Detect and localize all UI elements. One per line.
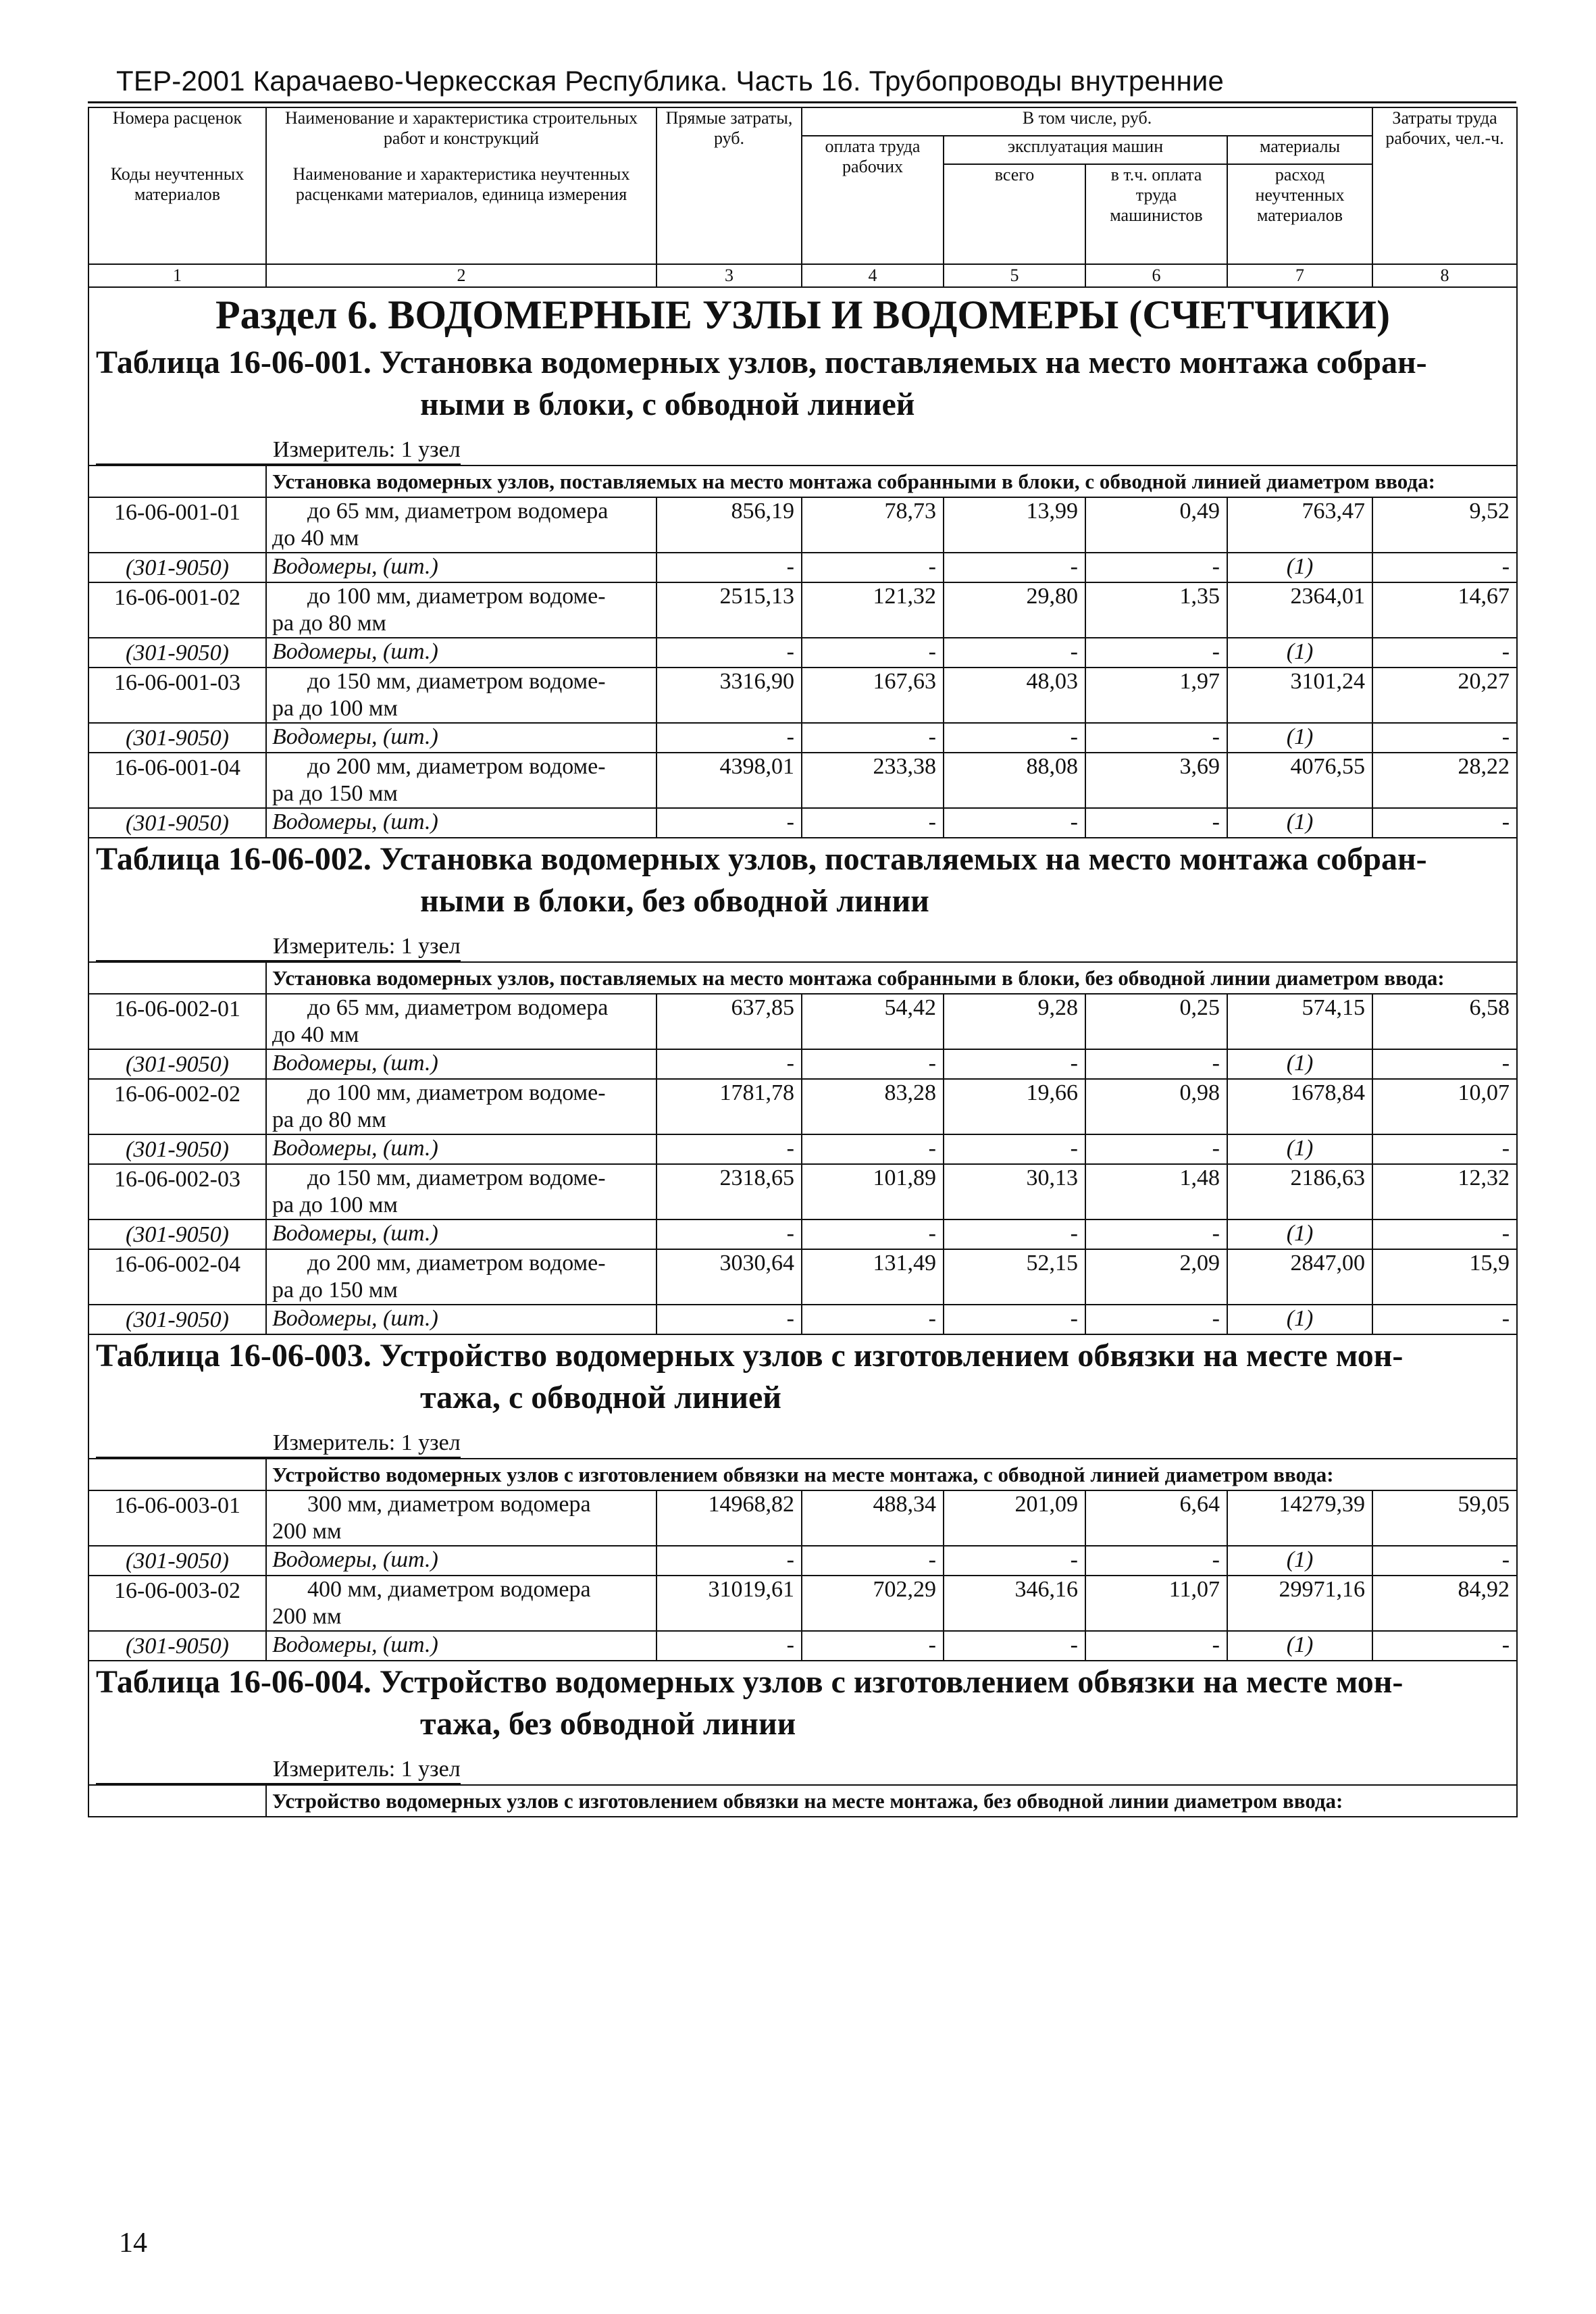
- value-c4: 167,63: [802, 668, 944, 723]
- measure-row: [88, 426, 1517, 466]
- col-number: 8: [1372, 264, 1517, 287]
- material-code: (301-9050): [88, 553, 266, 582]
- col-total: всего: [944, 164, 1085, 264]
- rate-code: 16-06-002-04: [88, 1249, 266, 1305]
- empty-value: -: [657, 1546, 802, 1576]
- table-row: [88, 1164, 1517, 1219]
- material-code: (301-9050): [88, 1134, 266, 1164]
- material-name: Водомеры, (шт.): [266, 638, 657, 668]
- empty-value: -: [802, 1049, 944, 1079]
- material-use: (1): [1227, 638, 1372, 668]
- table-intro: Установка водомерных узлов, поставляемых на место монтажа собранными в блоки, с обводной линией диаметром ввода:: [266, 466, 1517, 497]
- material-use: (1): [1227, 553, 1372, 582]
- rate-name-line2: ра до 150 мм: [272, 781, 398, 806]
- material-name: Водомеры, (шт.): [266, 723, 657, 753]
- empty-value: -: [802, 808, 944, 838]
- empty-value: -: [944, 723, 1085, 753]
- rate-name: [266, 497, 657, 553]
- empty-value: -: [1372, 1631, 1517, 1661]
- material-code: (301-9050): [88, 1219, 266, 1249]
- material-code: (301-9050): [88, 723, 266, 753]
- value-c5: 19,66: [944, 1079, 1085, 1134]
- material-row: [88, 808, 1517, 838]
- rate-name: [266, 1249, 657, 1305]
- empty-value: -: [1085, 1631, 1227, 1661]
- value-c5: 9,28: [944, 994, 1085, 1049]
- col-including: В том числе, руб.: [802, 107, 1372, 136]
- col-direct-costs: Прямые затраты, руб.: [657, 107, 802, 264]
- value-c7: 29971,16: [1227, 1576, 1372, 1631]
- value-c7: 4076,55: [1227, 753, 1372, 808]
- value-c3: 1781,78: [657, 1079, 802, 1134]
- rate-name-line1: до 150 мм, диаметром водоме-: [307, 669, 606, 694]
- col-codes-unpriced: Коды неучтенных материалов: [88, 164, 266, 264]
- value-c7: 763,47: [1227, 497, 1372, 553]
- empty-value: -: [657, 1631, 802, 1661]
- empty-value: -: [1085, 638, 1227, 668]
- value-c3: 14968,82: [657, 1490, 802, 1546]
- material-name: Водомеры, (шт.): [266, 1305, 657, 1334]
- material-use: (1): [1227, 723, 1372, 753]
- value-c6: 1,97: [1085, 668, 1227, 723]
- empty-value: -: [802, 1631, 944, 1661]
- table-intro: Устройство водомерных узлов с изготовлением обвязки на месте монтажа, без обводной линии диаметром ввода:: [266, 1785, 1517, 1817]
- col-number: 3: [657, 264, 802, 287]
- table-row: [88, 1576, 1517, 1631]
- material-name: Водомеры, (шт.): [266, 1631, 657, 1661]
- material-code: (301-9050): [88, 808, 266, 838]
- col-number: 7: [1227, 264, 1372, 287]
- rates-table: [88, 107, 1518, 1817]
- empty-value: -: [657, 1134, 802, 1164]
- material-row: [88, 1049, 1517, 1079]
- value-c4: 101,89: [802, 1164, 944, 1219]
- material-name: Водомеры, (шт.): [266, 1546, 657, 1576]
- table-title-line1: Таблица 16-06-002. Установка водомерных узлов, поставляемых на место монтажа собран-: [96, 841, 1427, 877]
- rate-name-line1: до 65 мм, диаметром водомера: [307, 995, 609, 1020]
- material-use: (1): [1227, 1305, 1372, 1334]
- rate-name: [266, 753, 657, 808]
- value-c5: 29,80: [944, 582, 1085, 638]
- table-row: [88, 582, 1517, 638]
- value-c6: 0,25: [1085, 994, 1227, 1049]
- empty-value: -: [1372, 1305, 1517, 1334]
- measure-unit: Измеритель: 1 узел: [96, 1756, 461, 1784]
- value-c5: 88,08: [944, 753, 1085, 808]
- intro-spacer: [88, 962, 266, 994]
- value-c5: 48,03: [944, 668, 1085, 723]
- value-c6: 3,69: [1085, 753, 1227, 808]
- empty-value: -: [1372, 723, 1517, 753]
- measure-unit: Измеритель: 1 узел: [96, 436, 461, 465]
- rate-code: 16-06-002-02: [88, 1079, 266, 1134]
- table-title: [88, 1334, 1517, 1419]
- value-c7: 2186,63: [1227, 1164, 1372, 1219]
- section-title: Раздел 6. ВОДОМЕРНЫЕ УЗЛЫ И ВОДОМЕРЫ (СЧЕТЧИКИ): [88, 287, 1517, 342]
- rate-name-line2: ра до 100 мм: [272, 696, 398, 721]
- material-row: [88, 553, 1517, 582]
- empty-value: -: [657, 723, 802, 753]
- value-c3: 31019,61: [657, 1576, 802, 1631]
- rate-name: [266, 1490, 657, 1546]
- rate-code: 16-06-003-01: [88, 1490, 266, 1546]
- empty-value: -: [944, 1631, 1085, 1661]
- value-c8: 84,92: [1372, 1576, 1517, 1631]
- empty-value: -: [802, 1134, 944, 1164]
- material-name: Водомеры, (шт.): [266, 1219, 657, 1249]
- rate-name-line1: до 200 мм, диаметром водоме-: [307, 1251, 606, 1276]
- measure-row: [88, 922, 1517, 962]
- empty-value: -: [1372, 1219, 1517, 1249]
- value-c8: 12,32: [1372, 1164, 1517, 1219]
- intro-spacer: [88, 466, 266, 497]
- value-c8: 28,22: [1372, 753, 1517, 808]
- measure-row: [88, 1745, 1517, 1785]
- value-c5: 13,99: [944, 497, 1085, 553]
- empty-value: -: [1372, 553, 1517, 582]
- rate-name-line2: ра до 80 мм: [272, 1107, 386, 1132]
- empty-value: -: [802, 1219, 944, 1249]
- empty-value: -: [802, 1546, 944, 1576]
- rate-name-line2: ра до 80 мм: [272, 611, 386, 636]
- empty-value: -: [1085, 1134, 1227, 1164]
- col-number: 2: [266, 264, 657, 287]
- empty-value: -: [802, 638, 944, 668]
- empty-value: -: [1085, 1305, 1227, 1334]
- value-c3: 637,85: [657, 994, 802, 1049]
- value-c7: 574,15: [1227, 994, 1372, 1049]
- empty-value: -: [802, 1305, 944, 1334]
- rate-name-line2: ра до 100 мм: [272, 1192, 398, 1217]
- empty-value: -: [1085, 1546, 1227, 1576]
- rate-name-line2: 200 мм: [272, 1519, 342, 1544]
- table-row: [88, 1079, 1517, 1134]
- empty-value: -: [802, 723, 944, 753]
- value-c3: 856,19: [657, 497, 802, 553]
- value-c5: 30,13: [944, 1164, 1085, 1219]
- value-c7: 1678,84: [1227, 1079, 1372, 1134]
- rate-code: 16-06-001-04: [88, 753, 266, 808]
- rate-name-line2: до 40 мм: [272, 526, 359, 551]
- value-c4: 702,29: [802, 1576, 944, 1631]
- material-use: (1): [1227, 808, 1372, 838]
- table-title-line1: Таблица 16-06-004. Устройство водомерных узлов с изготовлением обвязки на месте мон-: [96, 1664, 1404, 1700]
- empty-value: -: [1372, 1049, 1517, 1079]
- empty-value: -: [944, 1219, 1085, 1249]
- empty-value: -: [944, 1134, 1085, 1164]
- empty-value: -: [1085, 808, 1227, 838]
- value-c6: 0,98: [1085, 1079, 1227, 1134]
- value-c5: 201,09: [944, 1490, 1085, 1546]
- rate-code: 16-06-002-01: [88, 994, 266, 1049]
- rate-code: 16-06-001-03: [88, 668, 266, 723]
- rate-name: [266, 1079, 657, 1134]
- col-number: 5: [944, 264, 1085, 287]
- value-c6: 1,48: [1085, 1164, 1227, 1219]
- value-c5: 52,15: [944, 1249, 1085, 1305]
- material-use: (1): [1227, 1134, 1372, 1164]
- rate-name: [266, 582, 657, 638]
- rate-name-line2: ра до 150 мм: [272, 1278, 398, 1303]
- value-c8: 20,27: [1372, 668, 1517, 723]
- value-c4: 54,42: [802, 994, 944, 1049]
- rate-code: 16-06-001-01: [88, 497, 266, 553]
- table-row: [88, 994, 1517, 1049]
- rate-name: [266, 1576, 657, 1631]
- header-rule: [88, 101, 1516, 103]
- rate-name-line1: до 100 мм, диаметром водоме-: [307, 584, 606, 609]
- table-row: [88, 668, 1517, 723]
- measure-row: [88, 1419, 1517, 1459]
- col-number: 6: [1085, 264, 1227, 287]
- value-c4: 83,28: [802, 1079, 944, 1134]
- table-row: [88, 497, 1517, 553]
- value-c7: 3101,24: [1227, 668, 1372, 723]
- rate-name-line1: 300 мм, диаметром водомера: [307, 1492, 591, 1517]
- empty-value: -: [944, 1305, 1085, 1334]
- value-c7: 2364,01: [1227, 582, 1372, 638]
- table-title: [88, 1661, 1517, 1745]
- material-use: (1): [1227, 1631, 1372, 1661]
- rate-code: 16-06-003-02: [88, 1576, 266, 1631]
- value-c8: 10,07: [1372, 1079, 1517, 1134]
- material-code: (301-9050): [88, 1305, 266, 1334]
- value-c6: 0,49: [1085, 497, 1227, 553]
- material-row: [88, 1134, 1517, 1164]
- empty-value: -: [944, 553, 1085, 582]
- empty-value: -: [1085, 1049, 1227, 1079]
- rate-name-line2: до 40 мм: [272, 1022, 359, 1047]
- value-c8: 14,67: [1372, 582, 1517, 638]
- measure-unit: Измеритель: 1 узел: [96, 1430, 461, 1458]
- empty-value: -: [1085, 723, 1227, 753]
- value-c3: 3030,64: [657, 1249, 802, 1305]
- table-title-line1: Таблица 16-06-003. Устройство водомерных узлов с изготовлением обвязки на месте мон-: [96, 1338, 1404, 1374]
- material-row: [88, 638, 1517, 668]
- table-row: [88, 753, 1517, 808]
- value-c7: 2847,00: [1227, 1249, 1372, 1305]
- rate-name: [266, 668, 657, 723]
- table-title-line1: Таблица 16-06-001. Установка водомерных узлов, поставляемых на место монтажа собран-: [96, 345, 1427, 380]
- empty-value: -: [1372, 808, 1517, 838]
- value-c6: 1,35: [1085, 582, 1227, 638]
- rate-code: 16-06-002-03: [88, 1164, 266, 1219]
- empty-value: -: [657, 1049, 802, 1079]
- value-c6: 6,64: [1085, 1490, 1227, 1546]
- empty-value: -: [944, 638, 1085, 668]
- value-c7: 14279,39: [1227, 1490, 1372, 1546]
- empty-value: -: [802, 553, 944, 582]
- rate-name-line1: 400 мм, диаметром водомера: [307, 1577, 591, 1602]
- value-c5: 346,16: [944, 1576, 1085, 1631]
- col-labor-costs: Затраты труда рабочих, чел.-ч.: [1372, 107, 1517, 264]
- empty-value: -: [944, 808, 1085, 838]
- value-c3: 4398,01: [657, 753, 802, 808]
- material-name: Водомеры, (шт.): [266, 553, 657, 582]
- material-code: (301-9050): [88, 1049, 266, 1079]
- material-code: (301-9050): [88, 1546, 266, 1576]
- col-unpriced-material-use: расход неучтенных материалов: [1227, 164, 1372, 264]
- value-c4: 233,38: [802, 753, 944, 808]
- value-c3: 2318,65: [657, 1164, 802, 1219]
- value-c4: 131,49: [802, 1249, 944, 1305]
- empty-value: -: [1085, 553, 1227, 582]
- material-row: [88, 723, 1517, 753]
- empty-value: -: [944, 1546, 1085, 1576]
- material-name: Водомеры, (шт.): [266, 808, 657, 838]
- col-number: 1: [88, 264, 266, 287]
- intro-spacer: [88, 1459, 266, 1490]
- material-name: Водомеры, (шт.): [266, 1049, 657, 1079]
- intro-spacer: [88, 1785, 266, 1817]
- empty-value: -: [944, 1049, 1085, 1079]
- empty-value: -: [657, 638, 802, 668]
- rate-name-line1: до 100 мм, диаметром водоме-: [307, 1080, 606, 1105]
- empty-value: -: [657, 808, 802, 838]
- rate-name-line2: 200 мм: [272, 1604, 342, 1629]
- col-name-unpriced: Наименование и характеристика неучтенных расценками материалов, единица измерения: [266, 164, 657, 264]
- rate-name: [266, 994, 657, 1049]
- empty-value: -: [657, 1305, 802, 1334]
- col-labor-pay: оплата труда рабочих: [802, 136, 944, 264]
- rate-name-line1: до 200 мм, диаметром водоме-: [307, 754, 606, 779]
- col-machine-operation: эксплуатация машин: [944, 136, 1227, 164]
- table-title-line2: ными в блоки, без обводной линии: [420, 883, 929, 919]
- table-title-line2: тажа, без обводной линии: [420, 1706, 796, 1742]
- material-code: (301-9050): [88, 638, 266, 668]
- measure-unit: Измеритель: 1 узел: [96, 933, 461, 961]
- material-row: [88, 1546, 1517, 1576]
- material-code: (301-9050): [88, 1631, 266, 1661]
- material-use: (1): [1227, 1219, 1372, 1249]
- value-c4: 78,73: [802, 497, 944, 553]
- col-rate-numbers: Номера расценок: [88, 107, 266, 164]
- rate-name: [266, 1164, 657, 1219]
- empty-value: -: [657, 1219, 802, 1249]
- col-materials: материалы: [1227, 136, 1372, 164]
- table-title-line2: ными в блоки, с обводной линией: [420, 386, 915, 422]
- value-c6: 2,09: [1085, 1249, 1227, 1305]
- value-c4: 121,32: [802, 582, 944, 638]
- table-intro: Установка водомерных узлов, поставляемых на место монтажа собранными в блоки, без обводной линии диаметром ввода:: [266, 962, 1517, 994]
- col-incl-machinist-pay: в т.ч. оплата труда машинистов: [1085, 164, 1227, 264]
- value-c8: 59,05: [1372, 1490, 1517, 1546]
- value-c8: 6,58: [1372, 994, 1517, 1049]
- value-c3: 2515,13: [657, 582, 802, 638]
- rate-name-line1: до 65 мм, диаметром водомера: [307, 499, 609, 524]
- material-name: Водомеры, (шт.): [266, 1134, 657, 1164]
- empty-value: -: [1372, 1134, 1517, 1164]
- page-header: ТЕР-2001 Карачаево-Черкесская Республика. Часть 16. Трубопроводы внутренние: [116, 65, 1225, 97]
- empty-value: -: [1372, 638, 1517, 668]
- rate-code: 16-06-001-02: [88, 582, 266, 638]
- table-intro: Устройство водомерных узлов с изготовлением обвязки на месте монтажа, с обводной линией диаметром ввода:: [266, 1459, 1517, 1490]
- rate-name-line1: до 150 мм, диаметром водоме-: [307, 1165, 606, 1190]
- page-number: 14: [119, 2228, 147, 2259]
- material-use: (1): [1227, 1546, 1372, 1576]
- value-c6: 11,07: [1085, 1576, 1227, 1631]
- material-use: (1): [1227, 1049, 1372, 1079]
- value-c8: 15,9: [1372, 1249, 1517, 1305]
- col-number: 4: [802, 264, 944, 287]
- empty-value: -: [1372, 1546, 1517, 1576]
- value-c8: 9,52: [1372, 497, 1517, 553]
- value-c4: 488,34: [802, 1490, 944, 1546]
- material-row: [88, 1219, 1517, 1249]
- value-c3: 3316,90: [657, 668, 802, 723]
- table-row: [88, 1490, 1517, 1546]
- material-row: [88, 1305, 1517, 1334]
- table-row: [88, 1249, 1517, 1305]
- table-title: [88, 342, 1517, 426]
- empty-value: -: [1085, 1219, 1227, 1249]
- table-title-line2: тажа, с обводной линией: [420, 1380, 781, 1415]
- col-name-work: Наименование и характеристика строительных работ и конструкций: [266, 107, 657, 164]
- table-title: [88, 838, 1517, 922]
- material-row: [88, 1631, 1517, 1661]
- empty-value: -: [657, 553, 802, 582]
